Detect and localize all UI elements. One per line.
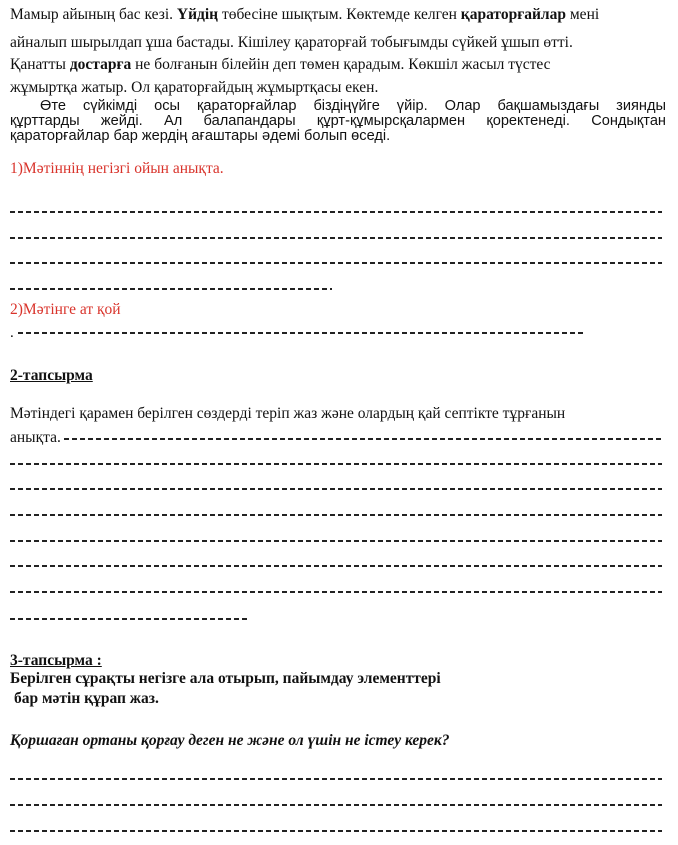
text-line-2: айналып шырылдап ұша бастады. Кішілеу қараторғай тобығымды сүйкей ұшып өтті. [10, 34, 573, 51]
task-2-title: 2-тапсырма [10, 367, 93, 384]
text-line-1: Мамыр айының бас кезі. Үйдің төбесіне шықтым. Көктемде келген қараторғайлар мені [10, 6, 600, 23]
text-line-4: жұмыртқа жатыр. Ол қараторғайдың жұмыртқасы екен. [10, 79, 379, 96]
answer-line[interactable] [10, 804, 662, 806]
answer-line[interactable] [10, 540, 662, 542]
answer-line[interactable] [18, 332, 584, 334]
task-3-instruction-line-1: Берілген сұрақты негізге ала отырып, пайымдау элементтері [10, 670, 441, 687]
task-3-title: 3-тапсырма : [10, 652, 102, 669]
question-2: 2)Мәтінге ат қой [10, 301, 121, 318]
answer-line[interactable] [10, 211, 662, 213]
answer-line[interactable] [64, 438, 662, 440]
answer-line[interactable] [10, 514, 662, 516]
answer-line[interactable] [10, 488, 662, 490]
text-line-5: Өте сүйкімді осы қараторғайлар біздіңүйге үйір. Олар бақшамыздағы зиянды [40, 98, 666, 114]
task-3-instruction-line-2: бар мәтін құрап жаз. [14, 690, 159, 707]
text-line-7: қараторғайлар бар жердің ағаштары әдемі болып өседі. [10, 128, 391, 144]
text-line-6: құрттарды жейді. Ал балапандары құрт-құмырсқалармен қоректенеді. Сондықтан [10, 113, 666, 129]
bold-word-uydin: Үйдің [176, 6, 219, 23]
task-2-instruction-line-2: анықта. [10, 429, 61, 446]
answer-line[interactable] [10, 618, 248, 620]
bold-word-karatorgailar: қараторғайлар [460, 6, 566, 23]
task-3-question: Қоршаған ортаны қорғау деген не және ол үшін не істеу керек? [10, 732, 450, 749]
answer-line[interactable] [10, 591, 662, 593]
answer-line[interactable] [10, 565, 662, 567]
answer-line[interactable] [10, 237, 662, 239]
question-1: 1)Мәтіннің негізгі ойын анықта. [10, 160, 224, 177]
answer-line[interactable] [10, 288, 332, 290]
bold-word-dostarga: достарға [69, 56, 132, 73]
answer-line[interactable] [10, 463, 662, 465]
question-2-dot: . [10, 325, 14, 341]
answer-line[interactable] [10, 778, 662, 780]
answer-line[interactable] [10, 262, 662, 264]
task-2-instruction-line-1: Мәтіндегі қарамен берілген сөздерді теріп жаз және олардың қай септікте тұрғанын [10, 405, 566, 422]
text-line-3: Қанатты достарға не болғанын білейін деп төмен қарадым. Көкшіл жасыл түстес [10, 56, 551, 73]
answer-line[interactable] [10, 830, 662, 832]
